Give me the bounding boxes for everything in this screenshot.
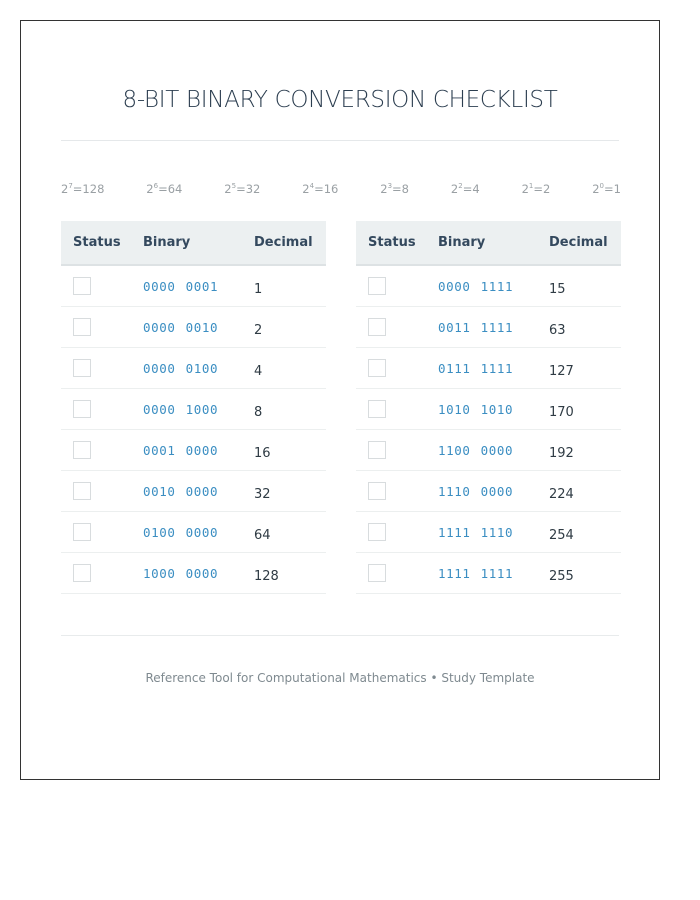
power-label: $2^3=8$ <box>380 182 409 196</box>
decimal-value: 127 <box>549 363 574 379</box>
table-row <box>356 266 621 307</box>
table-row <box>61 266 326 307</box>
status-checkbox[interactable] <box>73 318 91 336</box>
decimal-value: 255 <box>549 568 574 584</box>
status-checkbox[interactable] <box>73 441 91 459</box>
table-row <box>61 512 326 553</box>
table-row <box>356 430 621 471</box>
decimal-value: 254 <box>549 527 574 543</box>
power-label: $2^1=2$ <box>521 182 551 196</box>
table-row <box>356 348 621 389</box>
binary-value: 0000 1111 <box>438 278 514 294</box>
power-label: $2^7=128$ <box>61 182 105 196</box>
status-checkbox[interactable] <box>368 482 386 500</box>
decimal-value: 15 <box>549 281 566 297</box>
status-checkbox[interactable] <box>368 318 386 336</box>
header-status: Status <box>368 235 416 250</box>
decimal-value: 63 <box>549 322 566 338</box>
conversion-table-left <box>61 221 326 594</box>
binary-value: 1000 0000 <box>143 565 219 581</box>
header-binary: Binary <box>438 235 486 250</box>
decimal-value: 8 <box>254 404 263 420</box>
decimal-value: 64 <box>254 527 271 543</box>
table-row <box>356 553 621 594</box>
divider <box>61 635 619 636</box>
decimal-value: 128 <box>254 568 279 584</box>
powers-of-two-legend <box>61 182 621 202</box>
table-row <box>61 471 326 512</box>
power-label: $2^4=16$ <box>302 182 339 196</box>
footer-text: Reference Tool for Computational Mathematics • Study Template <box>145 671 535 685</box>
checklist-page <box>20 20 660 780</box>
decimal-value: 32 <box>254 486 271 502</box>
binary-value: 0001 0000 <box>143 442 219 458</box>
status-checkbox[interactable] <box>73 523 91 541</box>
table-row <box>61 389 326 430</box>
binary-value: 0000 0100 <box>143 360 219 376</box>
status-checkbox[interactable] <box>368 277 386 295</box>
binary-value: 0000 0001 <box>143 278 219 294</box>
binary-value: 0111 1111 <box>438 360 514 376</box>
decimal-value: 1 <box>254 281 263 297</box>
table-row <box>61 348 326 389</box>
binary-value: 0000 1000 <box>143 401 219 417</box>
status-checkbox[interactable] <box>73 482 91 500</box>
decimal-value: 2 <box>254 322 263 338</box>
decimal-value: 16 <box>254 445 271 461</box>
header-decimal: Decimal <box>254 235 313 250</box>
status-checkbox[interactable] <box>73 400 91 418</box>
header-binary: Binary <box>143 235 191 250</box>
table-row <box>61 553 326 594</box>
table-row <box>61 307 326 348</box>
decimal-value: 224 <box>549 486 574 502</box>
table-row <box>356 389 621 430</box>
table-row <box>61 430 326 471</box>
table-header <box>356 221 621 266</box>
binary-value: 0100 0000 <box>143 524 219 540</box>
decimal-value: 170 <box>549 404 574 420</box>
binary-value: 0011 1111 <box>438 319 514 335</box>
status-checkbox[interactable] <box>368 523 386 541</box>
page-title: 8-BIT BINARY CONVERSION CHECKLIST <box>122 87 558 113</box>
decimal-value: 4 <box>254 363 263 379</box>
binary-value: 1100 0000 <box>438 442 514 458</box>
divider <box>61 140 619 141</box>
status-checkbox[interactable] <box>368 400 386 418</box>
table-row <box>356 471 621 512</box>
power-label: $2^0=1$ <box>592 182 621 196</box>
status-checkbox[interactable] <box>73 564 91 582</box>
power-label: $2^6=64$ <box>146 182 183 196</box>
status-checkbox[interactable] <box>368 359 386 377</box>
table-row <box>356 512 621 553</box>
conversion-table-right <box>356 221 621 594</box>
binary-value: 1111 1110 <box>438 524 514 540</box>
binary-value: 1010 1010 <box>438 401 514 417</box>
header-decimal: Decimal <box>549 235 608 250</box>
status-checkbox[interactable] <box>73 277 91 295</box>
binary-value: 1111 1111 <box>438 565 514 581</box>
table-row <box>356 307 621 348</box>
status-checkbox[interactable] <box>368 441 386 459</box>
status-checkbox[interactable] <box>368 564 386 582</box>
binary-value: 0010 0000 <box>143 483 219 499</box>
binary-value: 1110 0000 <box>438 483 514 499</box>
table-header <box>61 221 326 266</box>
decimal-value: 192 <box>549 445 574 461</box>
header-status: Status <box>73 235 121 250</box>
power-label: $2^2=4$ <box>450 182 480 196</box>
binary-value: 0000 0010 <box>143 319 219 335</box>
power-label: $2^5=32$ <box>224 182 261 196</box>
status-checkbox[interactable] <box>73 359 91 377</box>
